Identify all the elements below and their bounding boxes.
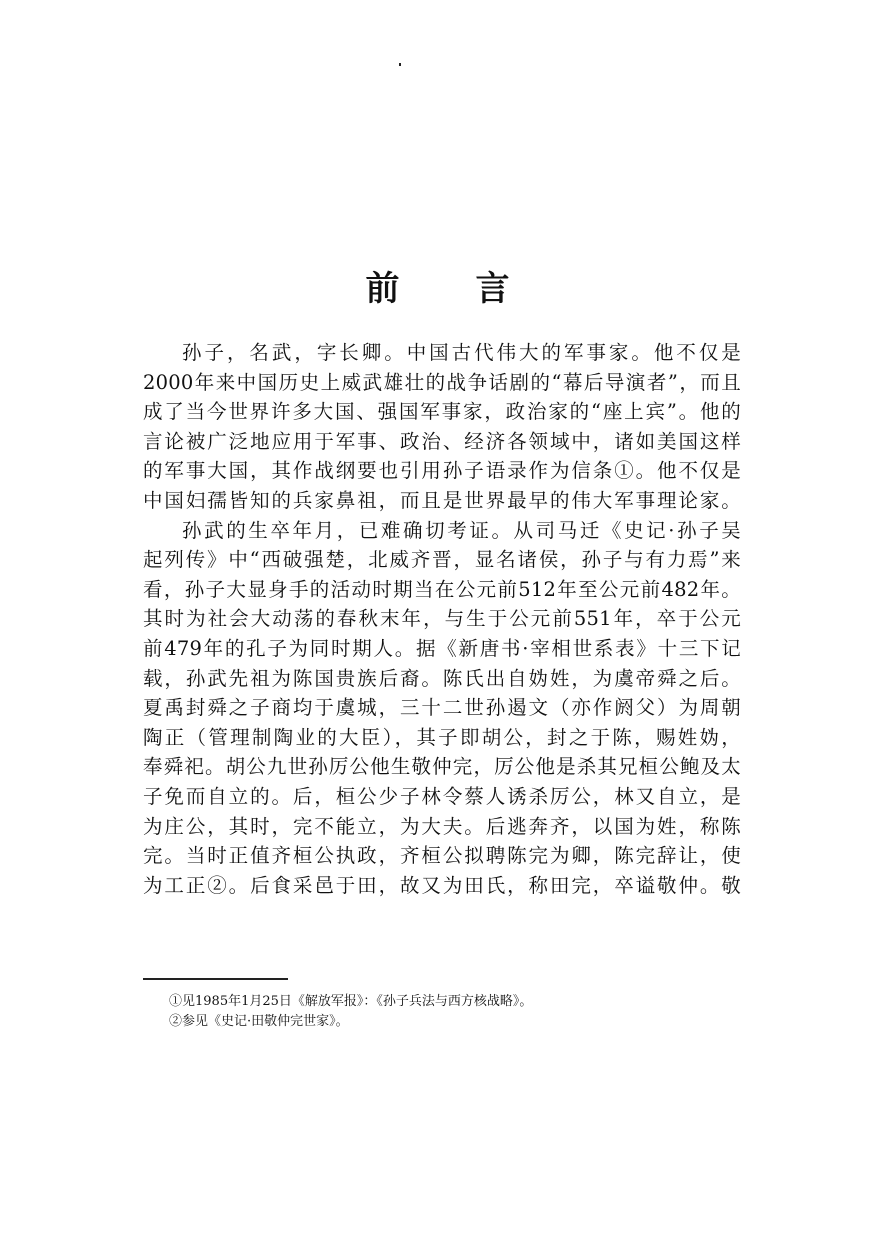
text-line: 孙子，名武，字长卿。中国古代伟大的军事家。他不仅是 [182,341,741,364]
text-line: 子免而自立的。后，桓公少子林令蔡人诱杀厉公，林又自立，是 [143,784,741,808]
text-line: 前479年的孔子为同时期人。据《新唐书·宰相世系表》十三下记 [143,636,741,660]
page-title [0,261,875,310]
text-line: 成了当今世界许多大国、强国军事家，政治家的“座上宾”。他的 [143,400,741,424]
footnote-2: ②参见《史记·田敬仲完世家》。 [169,1014,349,1029]
footnote-divider [143,978,288,980]
text-line: 载，孙武先祖为陈国贵族后裔。陈氏出自妫姓，为虞帝舜之后。 [143,666,741,690]
scan-artifact-mark [399,63,401,66]
title-char-2: 言 [475,268,510,309]
footnotes [169,992,729,1032]
text-line: 夏禹封舜之子商均于虞城，三十二世孙遏文（亦作阏父）为周朝 [143,696,741,720]
paragraph-2 [143,516,741,901]
text-line: 完。当时正值齐桓公执政，齐桓公拟聘陈完为卿，陈完辞让，使 [143,844,741,868]
paragraph-1 [143,338,741,516]
text-line: 奉舜祀。胡公九世孙厉公他生敬仲完，厉公他是杀其兄桓公鲍及太 [143,755,741,779]
footnote-1: ①见1985年1月25日《解放军报》：《孙子兵法与西方核战略》。 [169,994,533,1009]
text-line: 为庄公，其时，完不能立，为大夫。后逃奔齐，以国为姓，称陈 [143,814,741,838]
body-text [143,338,741,900]
text-line: 的军事大国，其作战纲要也引用孙子语录作为信条①。他不仅是 [143,459,741,483]
text-line: 2000年来中国历史上威武雄壮的战争话剧的“幕后导演者”，而且 [143,370,741,394]
text-line: 为工正②。后食采邑于田，故又为田氏，称田完，卒谥敬仲。敬 [143,873,741,897]
text-line: 孙武的生卒年月，已难确切考证。从司马迁《史记·孙子吴 [182,518,741,542]
text-line: 看，孙子大显身手的活动时期当在公元前512年至公元前482年。 [143,577,741,601]
title-char-1: 前 [365,268,400,309]
text-line: 言论被广泛地应用于军事、政治、经济各领域中，诸如美国这样 [143,429,741,453]
text-line: 陶正（管理制陶业的大臣），其子即胡公，封之于陈，赐姓妫， [143,725,741,749]
text-line: 其时为社会大动荡的春秋末年，与生于公元前551年，卒于公元 [143,607,741,631]
text-line: 起列传》中“西破强楚，北威齐晋，显名诸侯，孙子与有力焉”来 [143,548,741,572]
text-line: 中国妇孺皆知的兵家鼻祖，而且是世界最早的伟大军事理论家。 [143,488,741,512]
